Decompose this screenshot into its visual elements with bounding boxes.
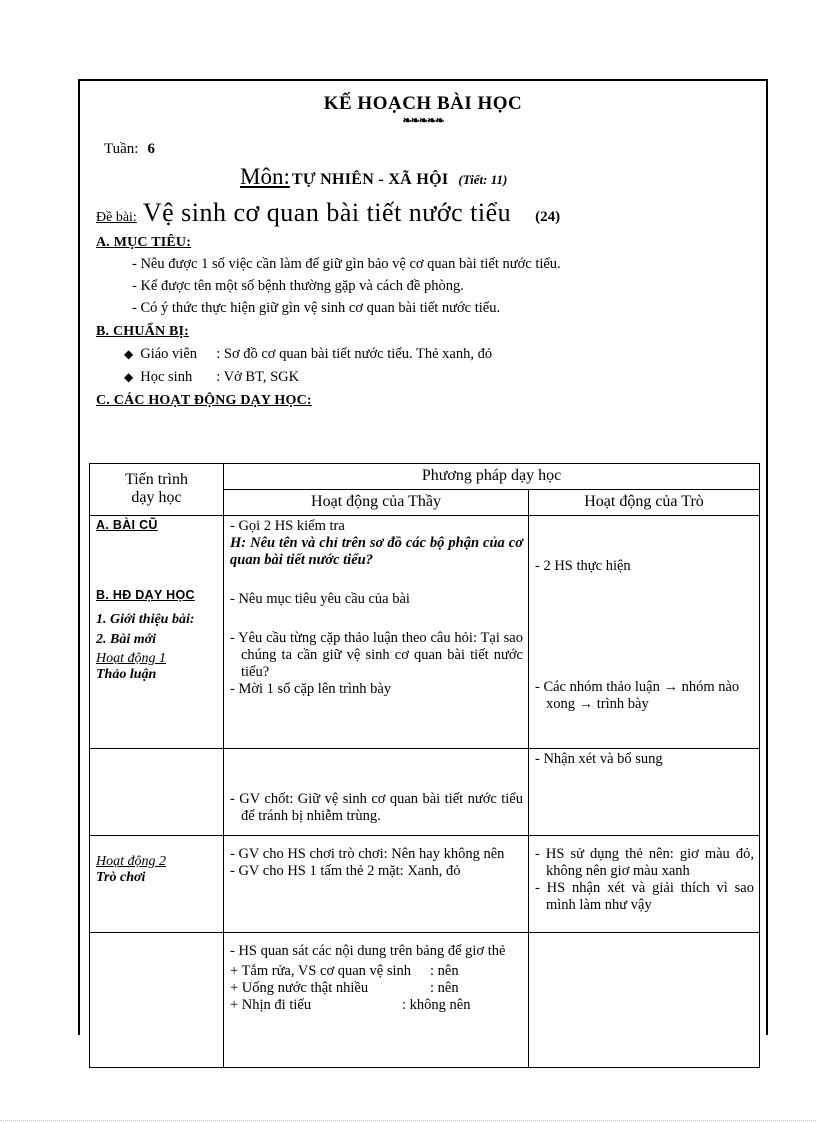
cell-process-4: [90, 932, 224, 1067]
cell-student-3: [529, 835, 760, 932]
objective-item: - Kể được tên một số bệnh thường gặp và cách đề phòng.: [132, 278, 464, 294]
teacher-line: - GV cho HS 1 tấm thẻ 2 mặt: Xanh, đỏ: [230, 862, 461, 879]
objective-item: - Có ý thức thực hiện giữ gìn vệ sinh cơ quan bài tiết nước tiểu.: [132, 300, 501, 316]
cell-process-2: [90, 748, 224, 835]
teacher-line: - Yêu cầu từng cặp thảo luận theo câu hỏi: Tại sao chúng ta cần giữ vệ sinh cơ quan bài tiết nước tiểu?: [230, 629, 523, 680]
lesson-plan-table: [89, 463, 760, 1068]
teacher-line: - GV chốt: Giữ vệ sinh cơ quan bài tiết nước tiểu để tránh bị nhiễm trùng.: [230, 790, 523, 824]
student-line: - HS nhận xét và giải thích vì sao mình làm như vậy: [535, 879, 754, 913]
teacher-question: H: Nêu tên và chỉ trên sơ đồ các bộ phận của cơ quan bài tiết nước tiểu?: [230, 534, 523, 568]
cell-student-2: [529, 748, 760, 835]
game-item: [230, 963, 523, 980]
activities-heading: C. CÁC HOẠT ĐỘNG DẠY HỌC:: [96, 393, 312, 408]
preparation-item: [124, 346, 766, 363]
lesson-label: Đề bài:: [96, 210, 137, 225]
subject-line: [240, 164, 766, 190]
phase-new-lesson: B. HĐ DẠY HỌC: [96, 587, 195, 602]
table-row: [90, 515, 760, 748]
game-item-answer: : nên: [430, 979, 459, 996]
game-item: [230, 997, 523, 1014]
phase-old-lesson: A. BÀI CŨ: [96, 517, 158, 532]
col-header-method: Phương pháp dạy học: [224, 464, 760, 490]
activity-1-name: Hoạt động 1: [96, 650, 166, 666]
subject-label: Môn:: [240, 164, 290, 189]
document-title: KẾ HOẠCH BÀI HỌC: [323, 93, 523, 114]
preparation-detail: Sơ đồ cơ quan bài tiết nước tiểu. Thẻ xanh, đỏ: [223, 346, 493, 362]
lesson-title: Vệ sinh cơ quan bài tiết nước tiểu: [142, 198, 512, 227]
col-header-process-line1: Tiến trình: [125, 470, 188, 488]
game-item-answer: : nên: [430, 962, 459, 979]
preparation-sep: :: [216, 346, 221, 362]
objectives-heading: A. MỤC TIÊU:: [96, 235, 192, 250]
week-label: Tuần:: [104, 141, 139, 157]
col-header-process: [90, 464, 224, 516]
cell-teacher-4: [224, 932, 529, 1067]
step-new-content: 2. Bài mới: [96, 631, 157, 647]
diamond-bullet-icon: ◆: [124, 347, 134, 361]
week-line: [104, 141, 766, 158]
preparation-item: [124, 369, 766, 386]
cell-teacher-3: [224, 835, 529, 932]
lesson-line: [96, 198, 766, 228]
cell-teacher-2: [224, 748, 529, 835]
cell-process-1: [90, 515, 224, 748]
student-line: - Các nhóm thảo luận → nhóm nào xong → trình bày: [535, 678, 740, 712]
page-bottom-edge: [0, 1120, 816, 1121]
page-frame: [78, 79, 768, 1035]
preparation-role: Giáo viên: [140, 346, 198, 362]
col-header-student: Hoạt động của Trò: [529, 489, 760, 515]
subject-name: TỰ NHIÊN - XÃ HỘI: [291, 171, 449, 188]
teacher-line: - Nêu mục tiêu yêu cầu của bài: [230, 590, 410, 607]
table-header-row: [90, 464, 760, 490]
activity-2-name: Hoạt động 2: [96, 853, 166, 869]
activity-1-sub: Thảo luận: [96, 666, 157, 682]
objective-item: - Nêu được 1 số việc cần làm để giữ gìn bảo vệ cơ quan bài tiết nước tiểu.: [132, 256, 561, 272]
table-row: [90, 835, 760, 932]
cell-process-3: [90, 835, 224, 932]
student-line: - Nhận xét và bổ sung: [535, 750, 663, 767]
step-introduce: 1. Giới thiệu bài:: [96, 611, 195, 627]
preparation-role: Học sinh: [140, 369, 193, 385]
cell-student-4: [529, 932, 760, 1067]
teacher-line: - GV cho HS chơi trò chơi: Nên hay không nên: [230, 845, 505, 862]
game-item-text: + Uống nước thật nhiều: [230, 979, 369, 996]
activity-2-sub: Trò chơi: [96, 869, 146, 885]
preparation-sep: :: [216, 369, 221, 385]
game-item-answer: : không nên: [402, 996, 471, 1013]
preparation-detail: Vở BT, SGK: [223, 369, 300, 385]
col-header-process-line2: dạy học: [131, 489, 182, 507]
col-header-teacher: Hoạt động của Thầy: [224, 489, 529, 515]
game-item: [230, 980, 523, 997]
week-value: 6: [147, 141, 155, 157]
cell-student-1: [529, 515, 760, 748]
ornament-divider: ❧❧❧❧❧: [402, 115, 444, 127]
game-item-text: + Nhịn đi tiểu: [230, 996, 312, 1013]
period-number: (Tiết: 11): [458, 172, 508, 187]
preparation-heading: B. CHUẨN BỊ:: [96, 324, 190, 339]
student-line: - HS sử dụng thẻ nên: giơ màu đỏ, không nên giơ màu xanh: [535, 845, 754, 879]
teacher-line: - Mời 1 số cặp lên trình bày: [230, 680, 392, 697]
lesson-page-ref: (24): [535, 209, 561, 225]
teacher-line: - HS quan sát các nội dung trên bảng để giơ thẻ: [230, 942, 506, 959]
diamond-bullet-icon: ◆: [124, 370, 134, 384]
student-line: - 2 HS thực hiện: [535, 557, 631, 574]
teacher-line: - Gọi 2 HS kiểm tra: [230, 517, 345, 534]
objectives-list: [80, 256, 766, 317]
game-item-text: + Tắm rửa, VS cơ quan vệ sinh: [230, 962, 412, 979]
table-row: [90, 748, 760, 835]
cell-teacher-1: [224, 515, 529, 748]
preparation-list: [80, 346, 766, 386]
table-row: [90, 932, 760, 1067]
